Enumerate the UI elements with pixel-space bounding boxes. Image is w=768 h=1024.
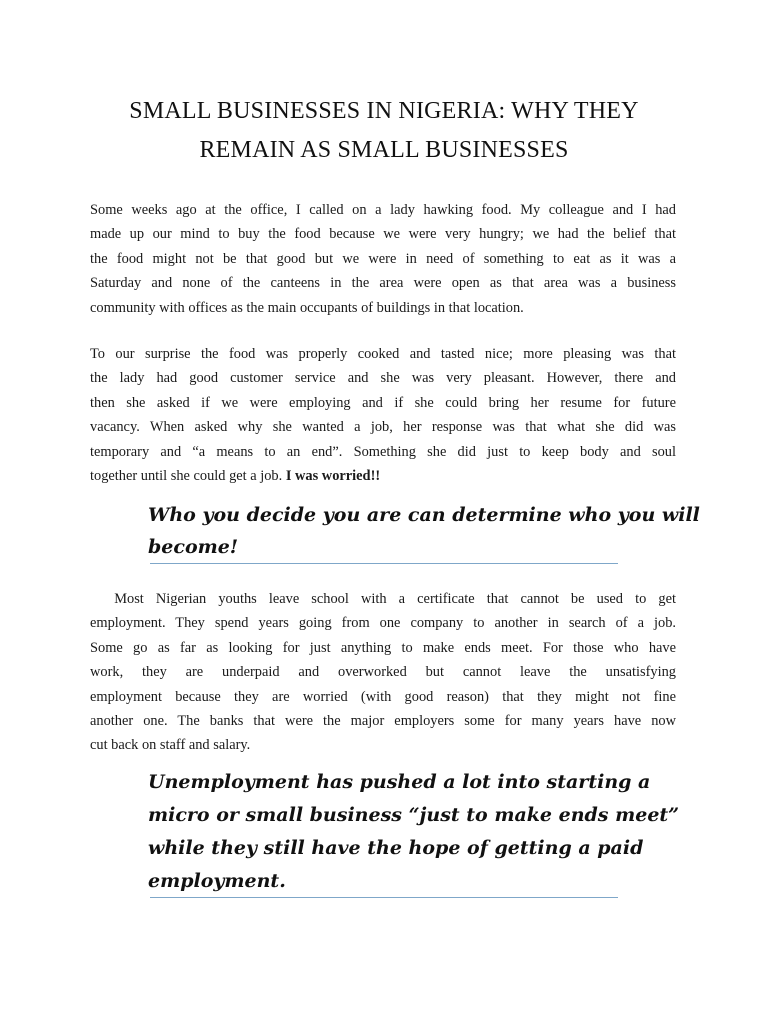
paragraph-line: made up our mind to buy the food because we were very hungry; we had the belief that — [90, 226, 676, 243]
paragraph-line: Most Nigerian youths leave school with a certificate that cannot be used to get — [90, 591, 676, 607]
paragraph-3 — [90, 587, 676, 758]
page-title — [70, 92, 698, 170]
paragraph-line: Some go as far as looking for just anything to make ends meet. For those who have — [90, 639, 676, 656]
paragraph-line: Some weeks ago at the office, I called on a lady hawking food. My colleague and I had — [90, 202, 676, 218]
pull-quote-1 — [148, 499, 700, 563]
emphasis-text: I was worried!! — [285, 468, 381, 485]
paragraph-line: temporary and “a means to an end”. Something she did just to keep body and soul — [90, 443, 676, 460]
quote-line: employment. — [148, 870, 286, 892]
paragraph-line: community with offices as the main occupants of buildings in that location. — [90, 299, 524, 316]
paragraph-line: vacancy. When asked why she wanted a job, her response was that what she did was — [90, 419, 676, 436]
paragraph-line — [90, 464, 676, 488]
quote-line: become! — [148, 536, 239, 558]
paragraph-line: then she asked if we were employing and if she could bring her resume for future — [90, 394, 676, 411]
quote-line: while they still have the hope of getting a paid — [148, 837, 644, 859]
title-line-2: REMAIN AS SMALL BUSINESSES — [199, 137, 569, 163]
paragraph-1 — [90, 198, 676, 320]
paragraph-line: work, they are underpaid and overworked but cannot leave the unsatisfying — [90, 664, 676, 681]
pull-quote-2 — [148, 766, 680, 898]
quote-divider — [150, 897, 618, 898]
paragraph-line: employment. They spend years going from one company to another in search of a job. — [90, 615, 676, 632]
quote-line: Unemployment has pushed a lot into starting a — [148, 771, 651, 793]
paragraph-line: another one. The banks that were the major employers some for many years have now — [90, 713, 676, 730]
title-line-1: SMALL BUSINESSES IN NIGERIA: WHY THEY — [129, 98, 639, 124]
quote-line: Who you decide you are can determine who you will — [148, 504, 700, 526]
paragraph-2 — [90, 342, 676, 488]
paragraph-line: employment because they are worried (with good reason) that they might not fine — [90, 688, 676, 705]
paragraph-line: the food might not be that good but we were in need of something to eat as it was a — [90, 250, 676, 267]
paragraph-line: To our surprise the food was properly cooked and tasted nice; more pleasing was that — [90, 346, 676, 362]
quote-line: micro or small business “just to make ends meet” — [148, 804, 680, 826]
quote-divider — [150, 563, 618, 564]
paragraph-line: Saturday and none of the canteens in the area were open as that area was a business — [90, 275, 676, 292]
paragraph-line: the lady had good customer service and she was very pleasant. However, there and — [90, 370, 676, 387]
paragraph-text: together until she could get a job. — [90, 468, 286, 485]
paragraph-line: cut back on staff and salary. — [90, 737, 251, 754]
